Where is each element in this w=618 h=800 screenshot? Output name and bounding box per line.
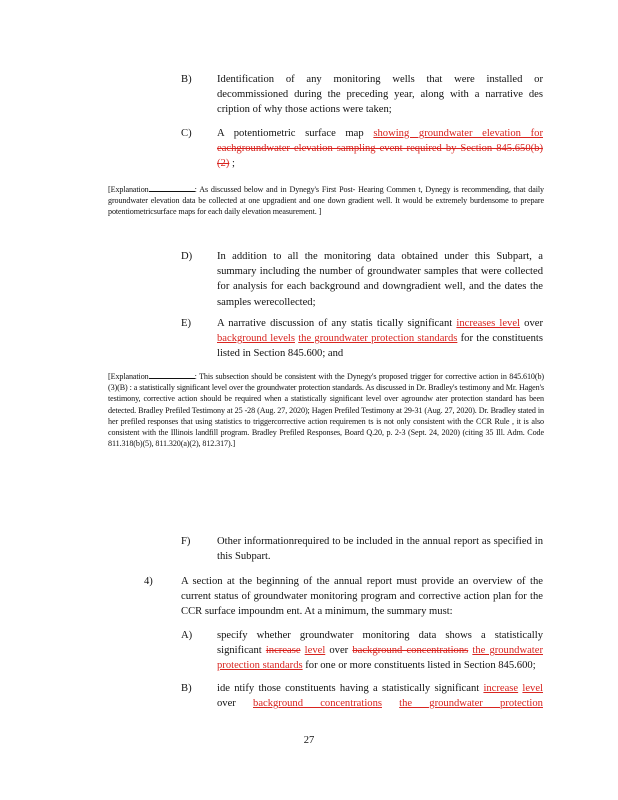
item-text: over [325, 645, 353, 657]
item-text: A potentiometric surface map [217, 128, 374, 139]
item-text: over [217, 698, 254, 710]
item-marker: 4) [144, 576, 153, 587]
item-text [382, 698, 399, 709]
item-text: for the constituents listed in Section 845.600; and [217, 333, 543, 360]
deleted-text: background concentrations [352, 645, 469, 657]
item-c-potentiometric-map [217, 126, 543, 172]
deleted-text: increase [265, 645, 301, 657]
item-b-identify-constituents [217, 681, 543, 711]
item-marker: B) [181, 683, 192, 694]
item-text-tail: ; [229, 158, 235, 170]
item-e-narrative-discussion [217, 316, 543, 362]
inserted-text: the groundwater protection [399, 698, 543, 710]
item-a-specify-groundwater [217, 628, 543, 674]
item-marker: B) [181, 74, 192, 85]
item-marker: F) [181, 536, 191, 547]
inserted-text: increases level [456, 318, 520, 329]
explanation-blank-line [149, 370, 195, 379]
inserted-text: increase [483, 683, 519, 694]
item-text: In addition to all the monitoring data obtained under this Subpart, a summary including the number of groundwater samples that were collected for analysis for each background and downgradient well, and the dates the samples werecollected; [217, 251, 543, 308]
item-text: ide ntify those constituents having a statistically significant [217, 683, 484, 694]
explanation-note [108, 370, 544, 449]
item-b-monitoring-wells [217, 72, 543, 118]
item-text: specify whether groundwater monitoring data shows a statistically significant [217, 630, 543, 657]
explanation-label: [Explanation [108, 372, 149, 381]
item-marker: A) [181, 630, 193, 641]
item-text: Other informationrequired to be included in the annual report as specified in this Subpart. [217, 536, 543, 563]
explanation-note [108, 183, 544, 218]
item-d-monitoring-summary [217, 249, 543, 310]
item-marker: C) [181, 128, 192, 139]
inserted-text: the groundwater protection standards [217, 645, 543, 672]
explanation-text: : As discussed below and in Dynegy's First Post- Hearing Commen t, Dynegy is recommending, that daily groundwater elevation data be collected at one upgradient and one down gradient well. It would be extremely burdensome to prepare potentiometricsurface maps for each daily elevation measurement. ] [108, 185, 544, 217]
item-marker: E) [181, 318, 191, 329]
explanation-text: : This subsection should be consistent with the Dynegy's proposed trigger for corrective action in 845.610(b)(3)(B) : a statistically significant level over the groundwater protection standards. As discussed in Dr. Bradley's testimony and Mr. Hagen's testimony, corrective action should be required when a statistically significant level over agroundw ater protection standard has been detected. Bradley Prefiled Testimony at 25 -28 (Aug. 27, 2020); Hagen Prefiled Testimony at 29-31 (Aug. 27, 2020). Dr. Bradley stated in her prefiled responses that using statistics to triggercorrective action requiremen ts is not only consistent with the CCR Rule , it is also consistent with the Illinois landfill program. Bradley Prefiled Responses, Board Q.20, p. 2-3 (Sept. 24, 2020) (citing 35 Ill. Adm. Code 811.318(b)(5), 811.320(a)(2), 812.317).] [108, 372, 544, 449]
item-text: A section at the beginning of the annual report must provide an overview of the current status of groundwater monitoring program and corrective action plan for the CCR surface impoundm ent. At a minimum, the summary must: [181, 576, 543, 618]
explanation-label: [Explanation [108, 185, 149, 194]
item-text: over [519, 318, 543, 329]
page-number: 27 [303, 735, 315, 746]
item-text: Identification of any monitoring wells that were installed or decommissioned during the preceding year, along with a narrative des cription of why those actions were taken; [217, 74, 543, 116]
inserted-text: background levels [217, 333, 295, 345]
item-4-annual-report-overview [181, 574, 543, 620]
inserted-text: background concentrations [253, 698, 382, 710]
item-text: for one or more constituents listed in Section 845.600; [302, 660, 536, 672]
explanation-blank-line [149, 183, 195, 192]
item-marker: D) [181, 251, 193, 262]
inserted-text: showing groundwater elevation for [373, 128, 543, 139]
item-f-other-information [217, 534, 543, 564]
inserted-text: level [522, 683, 543, 694]
inserted-text: the groundwater protection standards [298, 333, 458, 345]
inserted-text: level [304, 645, 326, 657]
deleted-text: eachgroundwater elevation sampling event required by Section 845.650(b)(2) [217, 143, 543, 170]
item-text: A narrative discussion of any statis tically significant [217, 318, 457, 329]
